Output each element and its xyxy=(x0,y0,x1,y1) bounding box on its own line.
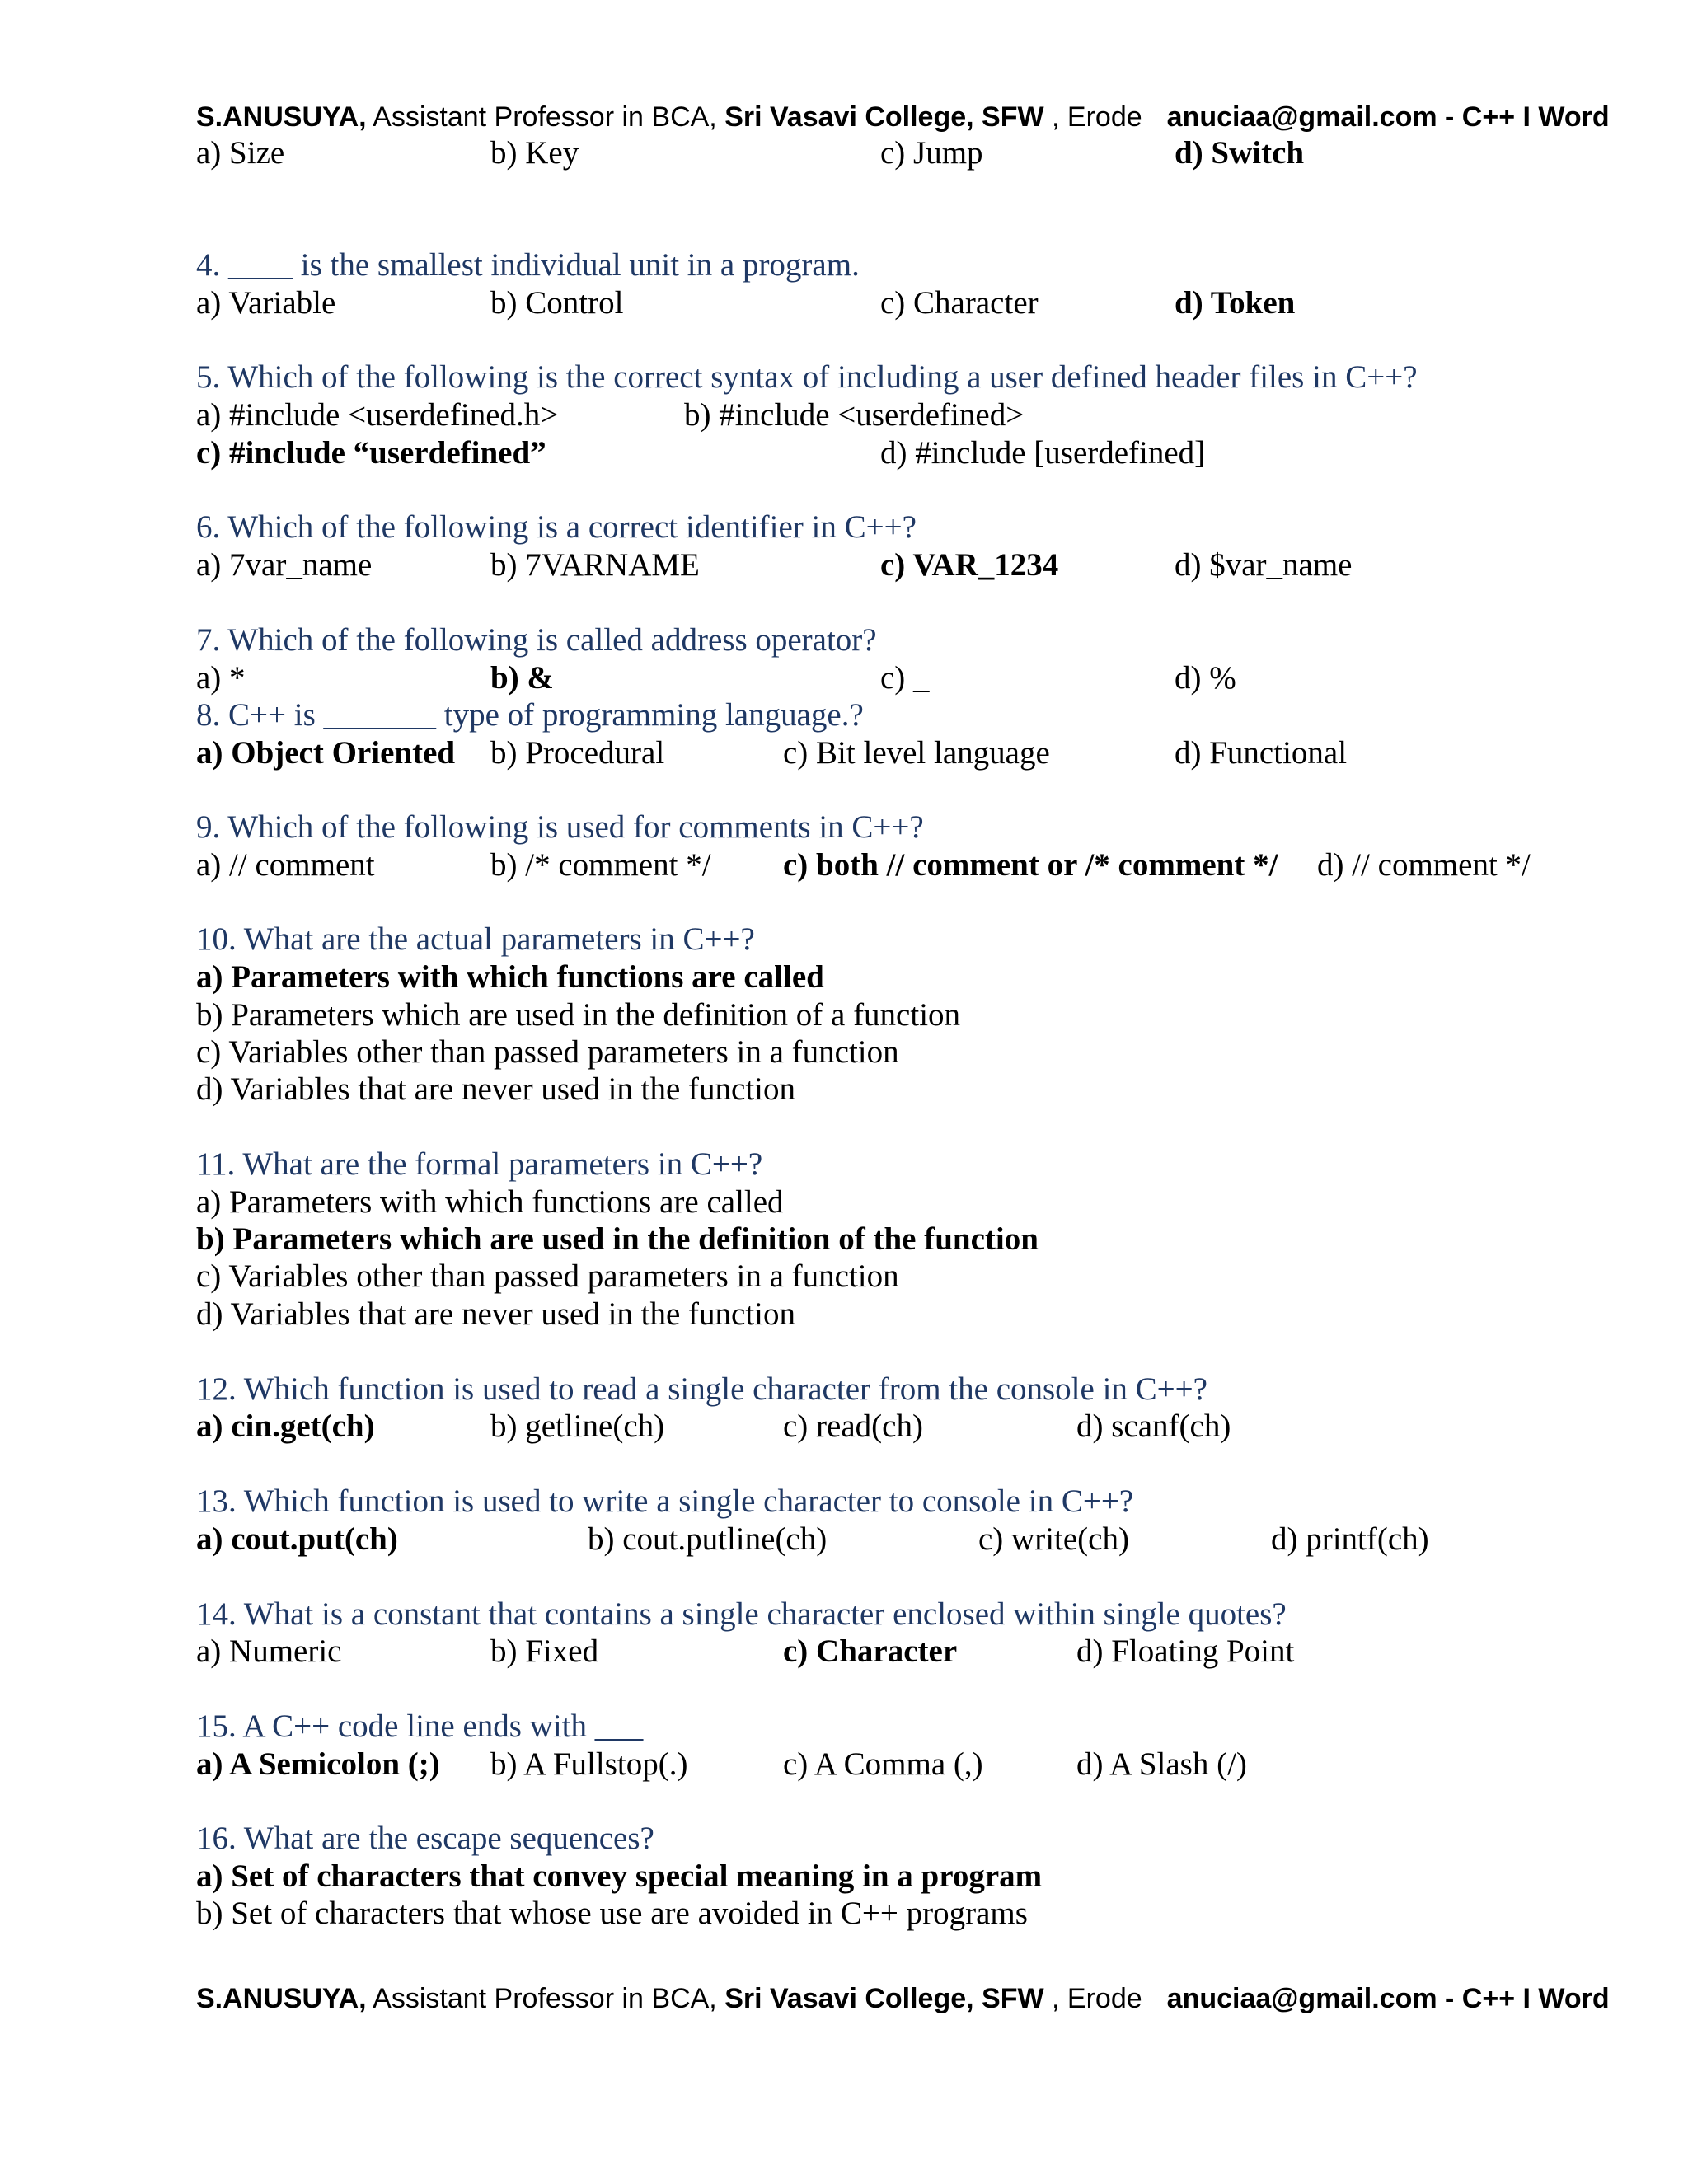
footer-college: Sri Vasavi College, SFW xyxy=(724,1983,1044,2014)
q15-question: 15. A C++ code line ends with ___ xyxy=(196,1708,644,1744)
q9-option-c-answer: c) both // comment or /* comment */ xyxy=(783,847,1278,883)
page-header-bottom xyxy=(196,1980,1610,2017)
q3-option-d-answer: d) Switch xyxy=(1175,135,1305,171)
footer-name: S.ANUSUYA, xyxy=(196,1983,367,2014)
q12-option-d: d) scanf(ch) xyxy=(1076,1408,1231,1444)
q11-option-c: c) Variables other than passed parameters in a function xyxy=(196,1258,899,1294)
q3-option-c: c) Jump xyxy=(880,135,983,171)
q4-option-c: c) Character xyxy=(880,285,1039,321)
q7-option-d: d) % xyxy=(1175,660,1236,696)
q6-option-c-answer: c) VAR_1234 xyxy=(880,547,1059,583)
q15-option-a-answer: a) A Semicolon (;) xyxy=(196,1746,440,1782)
q4-question: 4. ____ is the smallest individual unit in a program. xyxy=(196,247,860,283)
q13-option-a-answer: a) cout.put(ch) xyxy=(196,1521,398,1557)
q10-question: 10. What are the actual parameters in C++? xyxy=(196,921,755,957)
header-college: Sri Vasavi College, SFW xyxy=(724,101,1044,133)
q4-option-b: b) Control xyxy=(490,285,624,321)
q11-option-a: a) Parameters with which functions are called xyxy=(196,1184,784,1220)
q16-option-b: b) Set of characters that whose use are avoided in C++ programs xyxy=(196,1896,1028,1931)
q10-option-a-answer: a) Parameters with which functions are called xyxy=(196,959,824,995)
q7-option-a: a) * xyxy=(196,660,246,696)
q10-option-d: d) Variables that are never used in the function xyxy=(196,1071,796,1107)
q9-question: 9. Which of the following is used for comments in C++? xyxy=(196,809,924,845)
q7-question: 7. Which of the following is called address operator? xyxy=(196,622,877,658)
q12-question: 12. Which function is used to read a single character from the console in C++? xyxy=(196,1371,1207,1407)
q11-option-d: d) Variables that are never used in the function xyxy=(196,1296,796,1332)
footer-email-title: anuciaa@gmail.com - C++ I Word xyxy=(1166,1983,1610,2014)
q14-option-a: a) Numeric xyxy=(196,1633,342,1669)
q6-option-a: a) 7var_name xyxy=(196,547,373,583)
q11-question: 11. What are the formal parameters in C++? xyxy=(196,1146,763,1182)
page-header-top xyxy=(196,99,1610,135)
q8-option-c: c) Bit level language xyxy=(783,735,1050,771)
q13-option-b: b) cout.putline(ch) xyxy=(588,1521,828,1557)
q16-question: 16. What are the escape sequences? xyxy=(196,1821,654,1856)
q13-question: 13. Which function is used to write a single character to console in C++? xyxy=(196,1483,1134,1519)
q7-option-c: c) _ xyxy=(880,660,930,696)
q7-option-b-answer: b) & xyxy=(490,660,554,696)
q6-option-d: d) $var_name xyxy=(1175,547,1353,583)
q14-option-c-answer: c) Character xyxy=(783,1633,958,1669)
q8-option-a-answer: a) Object Oriented xyxy=(196,735,456,771)
header-role: Assistant Professor in BCA, xyxy=(366,101,725,133)
q5-question: 5. Which of the following is the correct syntax of including a user defined header files in C++? xyxy=(196,359,1418,395)
q10-option-c: c) Variables other than passed parameters in a function xyxy=(196,1034,899,1070)
q8-question: 8. C++ is _______ type of programming language.? xyxy=(196,697,864,733)
footer-place: , Erode xyxy=(1043,1983,1142,2014)
q12-option-a-answer: a) cin.get(ch) xyxy=(196,1408,375,1444)
q5-option-a: a) #include <userdefined.h> xyxy=(196,397,559,433)
q8-option-b: b) Procedural xyxy=(490,735,665,771)
header-name: S.ANUSUYA, xyxy=(196,101,367,133)
q9-option-d: d) // comment */ xyxy=(1317,847,1531,883)
header-email-title: anuciaa@gmail.com - C++ I Word xyxy=(1166,101,1610,133)
q11-option-b-answer: b) Parameters which are used in the definition of the function xyxy=(196,1221,1039,1257)
q16-option-a-answer: a) Set of characters that convey special meaning in a program xyxy=(196,1858,1043,1894)
q14-question: 14. What is a constant that contains a single character enclosed within single quotes? xyxy=(196,1596,1287,1632)
q6-question: 6. Which of the following is a correct identifier in C++? xyxy=(196,509,917,545)
q3-option-b: b) Key xyxy=(490,135,579,171)
q10-option-b: b) Parameters which are used in the definition of a function xyxy=(196,997,961,1033)
q9-option-b: b) /* comment */ xyxy=(490,847,711,883)
q15-option-d: d) A Slash (/) xyxy=(1076,1746,1247,1782)
q15-option-b: b) A Fullstop(.) xyxy=(490,1746,688,1782)
q9-option-a: a) // comment xyxy=(196,847,375,883)
q6-option-b: b) 7VARNAME xyxy=(490,547,700,583)
q13-option-d: d) printf(ch) xyxy=(1271,1521,1429,1557)
q12-option-b: b) getline(ch) xyxy=(490,1408,665,1444)
q15-option-c: c) A Comma (,) xyxy=(783,1746,983,1782)
q5-option-c-answer: c) #include “userdefined” xyxy=(196,435,546,471)
q14-option-b: b) Fixed xyxy=(490,1633,599,1669)
q12-option-c: c) read(ch) xyxy=(783,1408,923,1444)
header-place: , Erode xyxy=(1043,101,1142,133)
q8-option-d: d) Functional xyxy=(1175,735,1348,771)
q14-option-d: d) Floating Point xyxy=(1076,1633,1295,1669)
footer-role: Assistant Professor in BCA, xyxy=(366,1983,725,2014)
q3-option-a: a) Size xyxy=(196,135,285,171)
q4-option-d-answer: d) Token xyxy=(1175,285,1296,321)
q5-option-b: b) #include <userdefined> xyxy=(684,397,1025,433)
q5-option-d: d) #include [userdefined] xyxy=(880,435,1206,471)
q4-option-a: a) Variable xyxy=(196,285,336,321)
q13-option-c: c) write(ch) xyxy=(978,1521,1129,1557)
